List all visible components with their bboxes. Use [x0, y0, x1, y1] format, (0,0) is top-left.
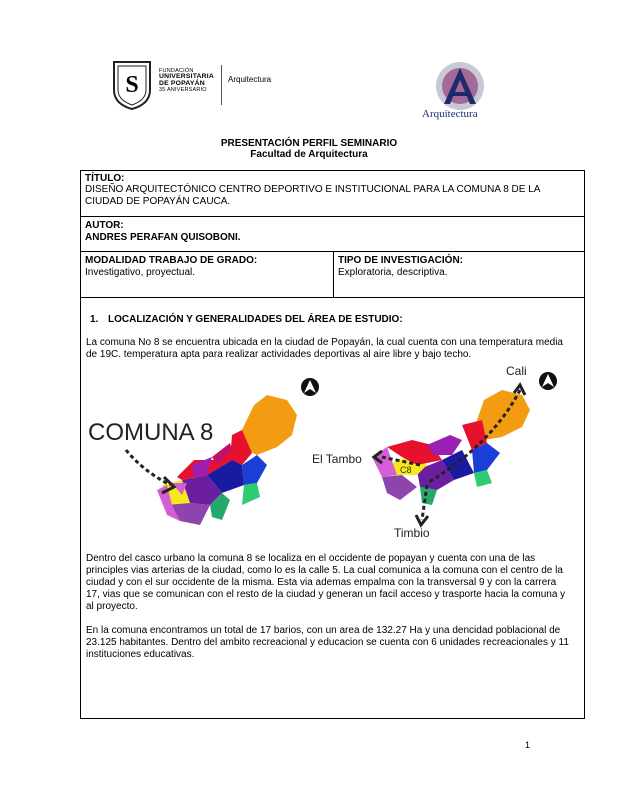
p2-line: principles vias arterias de la ciudad, como lo es la calle 5. La cual comunica a la comuna con el centro de la — [86, 565, 563, 576]
p3-line: instituciones educativas. — [86, 649, 195, 660]
location-maps — [82, 365, 582, 550]
el-tambo-label: El Tambo — [312, 452, 362, 466]
university-name: FUNDACIÓN UNIVERSITARIA DE POPAYÁN 35 ANIVERSARIO — [159, 68, 214, 93]
titulo-line2: CIUDAD DE POPAYÁN CAUCA. — [85, 196, 231, 207]
tipo-value: Exploratoria, descriptiva. — [338, 267, 448, 278]
tipo-box — [333, 251, 585, 298]
map-left — [157, 395, 297, 525]
university-crest-icon — [110, 60, 154, 110]
modalidad-box — [80, 251, 334, 298]
university-logo — [110, 60, 285, 110]
p3-line: En la comuna encontramos un total de 17 barios, con un area de 132.27 Ha y una dencidad poblacional de — [86, 625, 561, 636]
paragraph-2 — [86, 553, 580, 613]
modalidad-value: Investigativo, proyectual. — [85, 267, 196, 278]
paragraph-3 — [86, 625, 580, 661]
logo-divider — [221, 65, 222, 105]
architecture-logo-text: Arquitectura — [422, 108, 478, 120]
faculty-name-small: Arquitectura — [228, 75, 272, 84]
titulo-box — [80, 170, 585, 217]
map-right — [372, 390, 530, 505]
document-title: PRESENTACIÓN PERFIL SEMINARIO — [220, 138, 398, 149]
comuna-arrow — [126, 450, 170, 485]
autor-box — [80, 216, 585, 252]
p1-line1: La comuna No 8 se encuentra ubicada en la ciudad de Popayán, la cual cuenta con una temperatura media — [86, 337, 563, 348]
page-number: 1 — [525, 740, 531, 750]
svg-text:S: S — [125, 72, 139, 98]
p2-line: 17, vias que se comunican con el resto de la ciudad y generan un facil acceso y trasporte hacia la comuna y — [86, 589, 566, 600]
p3-line: 23.125 habitantes. Dentro del ambito recreacional y educacion se cuenta con 6 unidades recreacionales y 11 — [86, 637, 569, 648]
tipo-label: TIPO DE INVESTIGACIÓN: — [338, 255, 464, 266]
comuna-label: COMUNA 8 — [88, 419, 214, 446]
north-arrow-right-icon — [539, 372, 557, 390]
cali-label: Cali — [506, 365, 527, 378]
p2-line: Dentro del casco urbano la comuna 8 se localiza en el occidente de popayan y cuenta con una de las — [86, 553, 536, 564]
timbio-label: Timbio — [394, 526, 430, 540]
titulo-label: TÍTULO: — [85, 173, 125, 184]
paragraph-1 — [86, 337, 580, 361]
north-arrow-left-icon — [301, 378, 319, 396]
autor-value: ANDRES PERAFAN QUISOBONI. — [85, 232, 241, 243]
p2-line: ciudad y con el sur occidente de la misma. Esta via ademas empalma con la transversal 9 y con la carrera — [86, 577, 557, 588]
autor-label: AUTOR: — [85, 220, 124, 231]
p2-line: al proyecto. — [86, 601, 138, 612]
section-number: 1. — [90, 314, 99, 325]
section-title: LOCALIZACIÓN Y GENERALIDADES DEL ÁREA DE ESTUDIO: — [108, 314, 403, 325]
c8-label: C8 — [400, 465, 412, 475]
modalidad-label: MODALIDAD TRABAJO DE GRADO: — [85, 255, 258, 266]
document-subtitle: Facultad de Arquitectura — [250, 149, 368, 160]
p1-line2: de 19C. temperatura apta para realizar actividades deportivas al aire libre y bajo techo. — [86, 349, 472, 360]
titulo-line1: DISEÑO ARQUITECTÓNICO CENTRO DEPORTIVO E INSTITUCIONAL PARA LA COMUNA 8 DE LA — [85, 184, 541, 195]
